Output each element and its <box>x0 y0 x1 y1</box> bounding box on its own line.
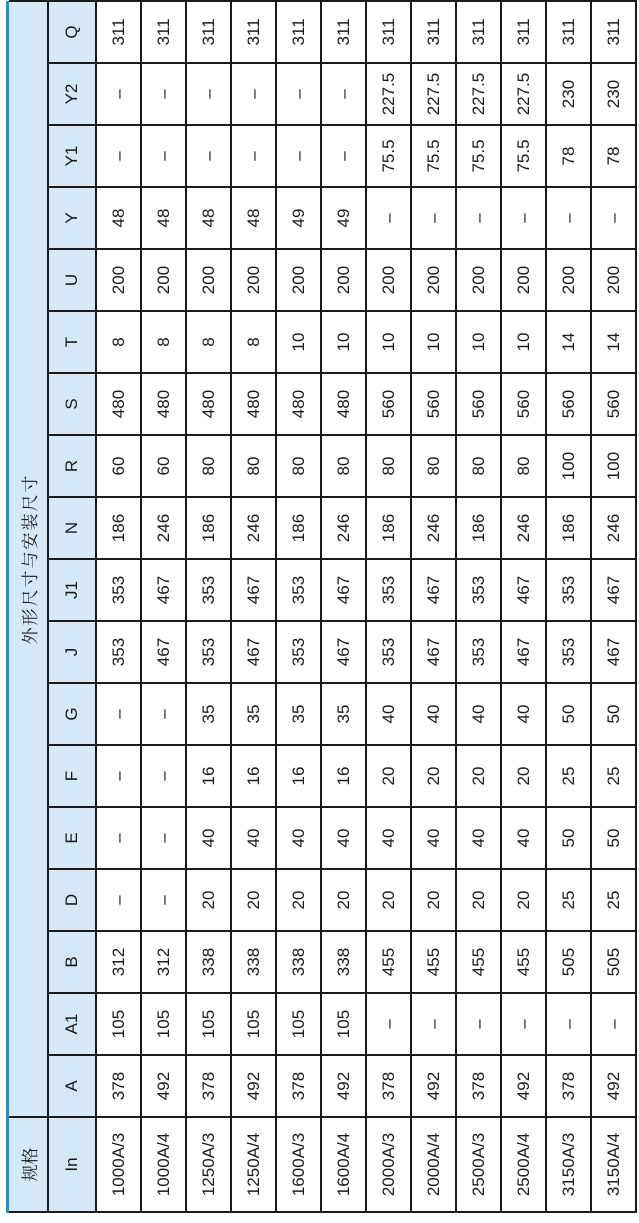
table-body <box>96 1 636 1212</box>
cell: 40 <box>366 807 411 869</box>
cell: 10 <box>456 311 501 373</box>
cell: 8 <box>231 311 276 373</box>
cell: 338 <box>231 931 276 993</box>
cell: 40 <box>411 807 456 869</box>
cell: 353 <box>96 559 141 621</box>
cell: 75.5 <box>501 125 546 187</box>
cell: 455 <box>411 931 456 993</box>
cell: 40 <box>501 683 546 745</box>
cell: 467 <box>141 559 186 621</box>
cell: 25 <box>546 869 591 931</box>
row-header: 1600A/4 <box>321 1117 366 1212</box>
cell: 246 <box>411 497 456 559</box>
cell: 48 <box>231 187 276 249</box>
cell: 75.5 <box>366 125 411 187</box>
column-header-y2: Y2 <box>48 63 96 125</box>
cell: 467 <box>591 621 636 683</box>
cell: 200 <box>186 249 231 311</box>
cell: 186 <box>546 497 591 559</box>
cell: 50 <box>546 683 591 745</box>
cell: – <box>96 63 141 125</box>
cell: – <box>276 125 321 187</box>
cell: 200 <box>366 249 411 311</box>
cell: 10 <box>366 311 411 373</box>
cell: 467 <box>591 559 636 621</box>
cell: 560 <box>366 373 411 435</box>
cell: 311 <box>591 1 636 63</box>
cell: 467 <box>231 559 276 621</box>
cell: 186 <box>186 497 231 559</box>
cell: 20 <box>456 745 501 807</box>
cell: 16 <box>231 745 276 807</box>
cell: 16 <box>186 745 231 807</box>
cell: 60 <box>96 435 141 497</box>
cell: – <box>456 993 501 1055</box>
cell: 492 <box>591 1055 636 1117</box>
column-header-e: E <box>48 807 96 869</box>
cell: 8 <box>96 311 141 373</box>
cell: 353 <box>366 621 411 683</box>
cell: 49 <box>321 187 366 249</box>
cell: 20 <box>186 869 231 931</box>
cell: 35 <box>231 683 276 745</box>
cell: 353 <box>276 621 321 683</box>
cell: 10 <box>321 311 366 373</box>
cell: 311 <box>501 1 546 63</box>
cell: – <box>141 745 186 807</box>
cell: 480 <box>231 373 276 435</box>
cell: – <box>96 807 141 869</box>
cell: 80 <box>321 435 366 497</box>
cell: – <box>231 125 276 187</box>
cell: 200 <box>591 249 636 311</box>
dimensions-group-header: 外形尺寸与安装尺寸 <box>9 1 48 1117</box>
cell: 492 <box>231 1055 276 1117</box>
cell: – <box>546 187 591 249</box>
cell: 20 <box>411 869 456 931</box>
cell: 80 <box>366 435 411 497</box>
cell: 80 <box>231 435 276 497</box>
cell: 200 <box>456 249 501 311</box>
cell: 467 <box>321 621 366 683</box>
cell: 25 <box>591 869 636 931</box>
cell: 480 <box>321 373 366 435</box>
cell: 246 <box>231 497 276 559</box>
spec-group-header: 规格 <box>9 1117 48 1212</box>
cell: 353 <box>456 559 501 621</box>
cell: 311 <box>366 1 411 63</box>
cell: 20 <box>501 745 546 807</box>
column-header-y1: Y1 <box>48 125 96 187</box>
cell: – <box>141 807 186 869</box>
cell: 378 <box>96 1055 141 1117</box>
cell: 186 <box>96 497 141 559</box>
table-row <box>456 1 501 1212</box>
cell: 105 <box>321 993 366 1055</box>
cell: 378 <box>546 1055 591 1117</box>
cell: 10 <box>276 311 321 373</box>
cell: 25 <box>546 745 591 807</box>
cell: 80 <box>186 435 231 497</box>
column-header-in: In <box>48 1117 96 1212</box>
row-header: 1250A/4 <box>231 1117 276 1212</box>
cell: 186 <box>456 497 501 559</box>
column-header-f: F <box>48 745 96 807</box>
cell: 311 <box>546 1 591 63</box>
table-row <box>546 1 591 1212</box>
cell: 353 <box>456 621 501 683</box>
cell: 100 <box>546 435 591 497</box>
cell: – <box>96 125 141 187</box>
cell: – <box>96 869 141 931</box>
column-header-n: N <box>48 497 96 559</box>
cell: 75.5 <box>456 125 501 187</box>
cell: 80 <box>456 435 501 497</box>
cell: 186 <box>276 497 321 559</box>
cell: – <box>411 187 456 249</box>
cell: 311 <box>186 1 231 63</box>
cell: 40 <box>276 807 321 869</box>
cell: 311 <box>231 1 276 63</box>
cell: 78 <box>591 125 636 187</box>
cell: 312 <box>141 931 186 993</box>
cell: 20 <box>456 869 501 931</box>
cell: 492 <box>501 1055 546 1117</box>
cell: 311 <box>411 1 456 63</box>
cell: 311 <box>276 1 321 63</box>
cell: 105 <box>231 993 276 1055</box>
cell: 10 <box>411 311 456 373</box>
cell: 25 <box>591 745 636 807</box>
cell: 455 <box>366 931 411 993</box>
cell: – <box>366 187 411 249</box>
cell: 40 <box>411 683 456 745</box>
cell: 480 <box>186 373 231 435</box>
cell: 16 <box>276 745 321 807</box>
cell: 35 <box>276 683 321 745</box>
row-header: 2500A/4 <box>501 1117 546 1212</box>
cell: 227.5 <box>456 63 501 125</box>
cell: 20 <box>501 869 546 931</box>
table-row <box>186 1 231 1212</box>
cell: 455 <box>456 931 501 993</box>
cell: 20 <box>366 745 411 807</box>
cell: 40 <box>456 683 501 745</box>
table-row <box>321 1 366 1212</box>
cell: 80 <box>501 435 546 497</box>
cell: 35 <box>321 683 366 745</box>
table-row <box>411 1 456 1212</box>
cell: 311 <box>456 1 501 63</box>
cell: 20 <box>231 869 276 931</box>
cell: 311 <box>96 1 141 63</box>
cell: 338 <box>321 931 366 993</box>
cell: 105 <box>186 993 231 1055</box>
row-header: 1000A/4 <box>141 1117 186 1212</box>
table-row <box>591 1 636 1212</box>
cell: – <box>186 125 231 187</box>
cell: 230 <box>591 63 636 125</box>
cell: 353 <box>186 559 231 621</box>
cell: 48 <box>96 187 141 249</box>
cell: – <box>141 63 186 125</box>
cell: 467 <box>141 621 186 683</box>
cell: 105 <box>96 993 141 1055</box>
cell: 246 <box>501 497 546 559</box>
cell: – <box>591 187 636 249</box>
column-header-g: G <box>48 683 96 745</box>
cell: 200 <box>501 249 546 311</box>
cell: 467 <box>411 621 456 683</box>
cell: 40 <box>501 807 546 869</box>
cell: 48 <box>141 187 186 249</box>
cell: 186 <box>366 497 411 559</box>
cell: – <box>591 993 636 1055</box>
dimensions-table <box>9 0 637 1213</box>
cell: 353 <box>96 621 141 683</box>
cell: 40 <box>186 807 231 869</box>
cell: 353 <box>186 621 231 683</box>
cell: 40 <box>366 683 411 745</box>
table-row <box>96 1 141 1212</box>
cell: 311 <box>141 1 186 63</box>
column-header-j: J <box>48 621 96 683</box>
cell: 80 <box>276 435 321 497</box>
cell: 60 <box>141 435 186 497</box>
cell: 227.5 <box>411 63 456 125</box>
column-header-j1: J1 <box>48 559 96 621</box>
row-header: 3150A/3 <box>546 1117 591 1212</box>
cell: 560 <box>411 373 456 435</box>
cell: 378 <box>186 1055 231 1117</box>
cell: – <box>141 125 186 187</box>
cell: – <box>141 683 186 745</box>
cell: 35 <box>186 683 231 745</box>
table-row <box>366 1 411 1212</box>
cell: 467 <box>411 559 456 621</box>
cell: – <box>411 993 456 1055</box>
cell: 80 <box>411 435 456 497</box>
cell: 455 <box>501 931 546 993</box>
cell: 246 <box>591 497 636 559</box>
cell: – <box>96 683 141 745</box>
cell: 467 <box>231 621 276 683</box>
cell: – <box>231 63 276 125</box>
cell: 40 <box>321 807 366 869</box>
cell: – <box>456 187 501 249</box>
cell: 200 <box>546 249 591 311</box>
cell: 200 <box>411 249 456 311</box>
cell: 10 <box>501 311 546 373</box>
cell: 8 <box>186 311 231 373</box>
column-header-t: T <box>48 311 96 373</box>
cell: 49 <box>276 187 321 249</box>
cell: 20 <box>276 869 321 931</box>
cell: 353 <box>276 559 321 621</box>
cell: 467 <box>501 621 546 683</box>
row-header: 1600A/3 <box>276 1117 321 1212</box>
cell: 14 <box>546 311 591 373</box>
cell: 378 <box>456 1055 501 1117</box>
cell: 20 <box>411 745 456 807</box>
table-head <box>9 1 96 1212</box>
cell: 353 <box>366 559 411 621</box>
row-header: 2500A/3 <box>456 1117 501 1212</box>
cell: 560 <box>456 373 501 435</box>
cell: 492 <box>411 1055 456 1117</box>
cell: 78 <box>546 125 591 187</box>
table-row <box>231 1 276 1212</box>
cell: 50 <box>546 807 591 869</box>
table-row <box>141 1 186 1212</box>
cell: 492 <box>141 1055 186 1117</box>
cell: 492 <box>321 1055 366 1117</box>
cell: – <box>96 745 141 807</box>
cell: – <box>141 869 186 931</box>
cell: 75.5 <box>411 125 456 187</box>
cell: 100 <box>591 435 636 497</box>
cell: 338 <box>186 931 231 993</box>
cell: 480 <box>141 373 186 435</box>
column-header-y: Y <box>48 187 96 249</box>
cell: – <box>321 125 366 187</box>
cell: – <box>366 993 411 1055</box>
cell: 200 <box>141 249 186 311</box>
cell: 230 <box>546 63 591 125</box>
column-header-a: A <box>48 1055 96 1117</box>
cell: 8 <box>141 311 186 373</box>
cell: 338 <box>276 931 321 993</box>
cell: 505 <box>546 931 591 993</box>
cell: 40 <box>456 807 501 869</box>
cell: 14 <box>591 311 636 373</box>
cell: 227.5 <box>366 63 411 125</box>
cell: 378 <box>366 1055 411 1117</box>
cell: 20 <box>321 869 366 931</box>
cell: 105 <box>141 993 186 1055</box>
row-header: 1000A/3 <box>96 1117 141 1212</box>
cell: 560 <box>546 373 591 435</box>
column-header-s: S <box>48 373 96 435</box>
column-header-r: R <box>48 435 96 497</box>
cell: – <box>321 63 366 125</box>
column-header-a1: A1 <box>48 993 96 1055</box>
cell: – <box>501 993 546 1055</box>
cell: 505 <box>591 931 636 993</box>
cell: – <box>276 63 321 125</box>
cell: 200 <box>321 249 366 311</box>
row-header: 1250A/3 <box>186 1117 231 1212</box>
cell: 105 <box>276 993 321 1055</box>
column-header-q: Q <box>48 1 96 63</box>
column-header-u: U <box>48 249 96 311</box>
cell: 312 <box>96 931 141 993</box>
row-header: 2000A/4 <box>411 1117 456 1212</box>
cell: 50 <box>591 683 636 745</box>
cell: 246 <box>321 497 366 559</box>
table-row <box>276 1 321 1212</box>
cell: 48 <box>186 187 231 249</box>
cell: 467 <box>501 559 546 621</box>
cell: 20 <box>366 869 411 931</box>
cell: 50 <box>591 807 636 869</box>
cell: – <box>501 187 546 249</box>
cell: 480 <box>96 373 141 435</box>
row-header: 3150A/4 <box>591 1117 636 1212</box>
cell: 200 <box>231 249 276 311</box>
cell: 480 <box>276 373 321 435</box>
cell: 353 <box>546 559 591 621</box>
cell: 16 <box>321 745 366 807</box>
column-header-b: B <box>48 931 96 993</box>
cell: 200 <box>276 249 321 311</box>
cell: 467 <box>321 559 366 621</box>
cell: 200 <box>96 249 141 311</box>
cell: – <box>546 993 591 1055</box>
cell: 227.5 <box>501 63 546 125</box>
group-header-row <box>9 1 48 1212</box>
cell: 353 <box>546 621 591 683</box>
cell: – <box>186 63 231 125</box>
cell: 378 <box>276 1055 321 1117</box>
cell: 560 <box>591 373 636 435</box>
cell: 560 <box>501 373 546 435</box>
cell: 246 <box>141 497 186 559</box>
cell: 311 <box>321 1 366 63</box>
cell: 40 <box>231 807 276 869</box>
column-header-row <box>48 1 96 1212</box>
table-row <box>501 1 546 1212</box>
column-header-d: D <box>48 869 96 931</box>
row-header: 2000A/3 <box>366 1117 411 1212</box>
